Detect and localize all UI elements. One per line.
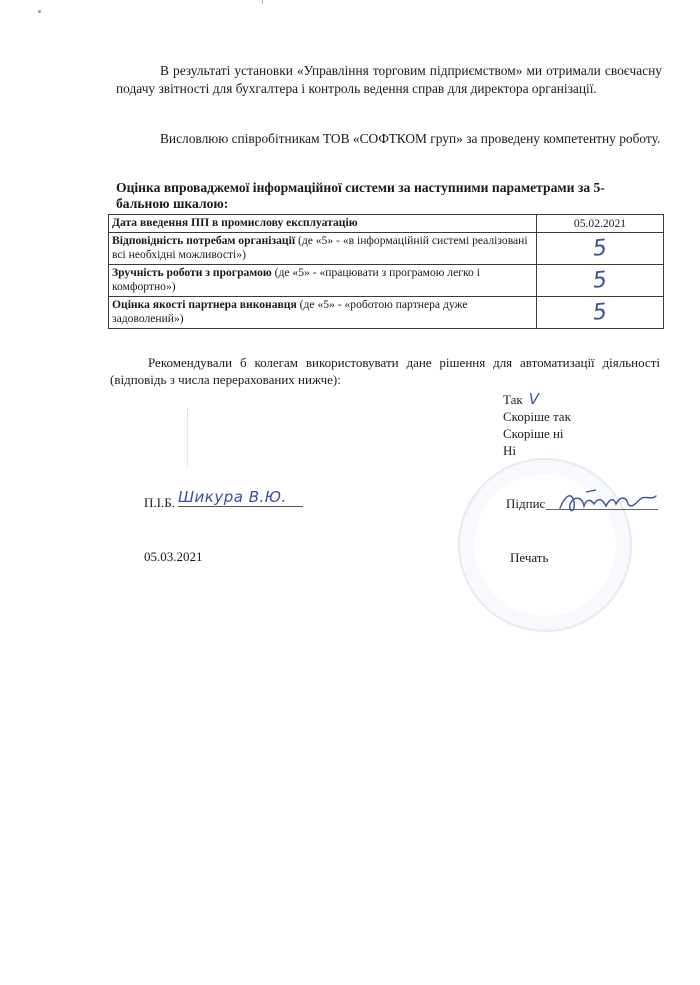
- scan-speck: [38, 10, 41, 13]
- pib-label: П.І.Б.: [144, 495, 175, 510]
- checkmark-icon: V: [528, 390, 539, 408]
- scan-speck: [262, 0, 263, 4]
- criterion-cell: [109, 233, 537, 265]
- handwritten-score: 5: [591, 298, 609, 326]
- option-no: Ні: [503, 443, 516, 458]
- table-row: [109, 297, 664, 329]
- recommendation-paragraph: Рекомендували б колегам використовувати дане рішення для автоматизації діяльності (відповідь з числа перерахованих нижче):: [110, 355, 660, 387]
- evaluation-heading: Оцінка впроваджемої інформаційної системи за наступними параметрами за 5-бальною шкалою:: [116, 180, 605, 211]
- recommendation-options: [503, 391, 571, 459]
- option-rather-yes: Скоріше так: [503, 409, 571, 424]
- criterion-name: Оцінка якості партнера виконавця: [112, 298, 297, 311]
- signature-scribble-icon: [556, 486, 662, 520]
- value-cell: [537, 233, 664, 265]
- handwritten-score: 5: [591, 234, 609, 262]
- signature-label: Підпис: [506, 496, 546, 511]
- table-row: [109, 215, 664, 233]
- criterion-cell: [109, 265, 537, 297]
- criterion-cell: [109, 297, 537, 329]
- criterion-note: (де «5» - «в інформаційній системі реалізовані всі необхідні можливості»): [112, 234, 528, 261]
- result-paragraph: В результаті установки «Управління торговим підприємством» ми отримали своєчасну подачу звітності для бухгалтера і контроль ведення справ для директора організації.: [116, 63, 662, 96]
- handwritten-score: 5: [591, 266, 609, 294]
- table-row: [109, 233, 664, 265]
- option-rather-no: Скоріше ні: [503, 426, 564, 441]
- option-yes: Так V: [503, 390, 539, 408]
- criterion-note: (де «5» - «працювати з програмою легко і комфортно»): [112, 266, 480, 293]
- scan-fold-line: [187, 408, 188, 468]
- criterion-name: Зручність роботи з програмою: [112, 266, 272, 279]
- value-cell: [537, 215, 664, 233]
- criterion-note: (де «5» - «роботою партнера дуже задоволений»): [112, 298, 468, 325]
- value-cell: [537, 297, 664, 329]
- criterion-cell: [109, 215, 537, 233]
- commissioning-date: 05.02.2021: [573, 216, 627, 230]
- pib-handwritten-name: Шикура В.Ю.: [178, 488, 303, 507]
- table-row: [109, 265, 664, 297]
- stamp-seal-icon: [458, 458, 632, 632]
- evaluation-table: [108, 214, 664, 329]
- thanks-paragraph: Висловлюю співробітникам ТОВ «СОФТКОМ груп» за проведену компетентну роботу.: [160, 131, 661, 146]
- value-cell: [537, 265, 664, 297]
- criterion-name: Дата введення ПП в промислову експлуатацію: [112, 216, 358, 229]
- criterion-name: Відповідність потребам організації: [112, 234, 296, 247]
- document-date: 05.03.2021: [144, 549, 203, 564]
- stamp-label: Печать: [510, 550, 549, 565]
